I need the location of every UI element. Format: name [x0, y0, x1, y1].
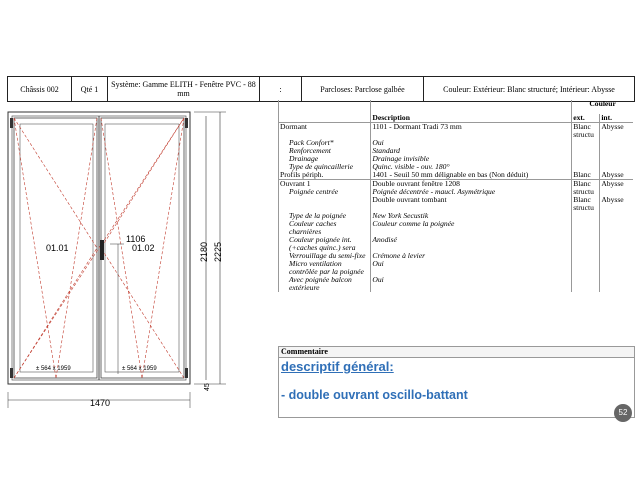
spec-row [279, 155, 634, 163]
spec-cell-int: Abysse [600, 180, 633, 189]
spec-cell-ext [572, 139, 600, 147]
spec-cell-desc: Standard [371, 147, 572, 155]
spec-cell-desc: Crémone à levier [371, 252, 572, 260]
spec-cell-int [600, 260, 633, 276]
spec-cell-label: Profils périph. [279, 171, 371, 180]
spec-cell-int [600, 188, 633, 196]
spec-cell-label [279, 196, 371, 212]
spec-cell-ext [572, 212, 600, 220]
spec-cell-int [600, 276, 633, 292]
spec-row [279, 147, 634, 155]
spec-cell-ext: Blanc [572, 171, 600, 180]
spec-cell-desc: Double ouvrant fenêtre 1208 [371, 180, 572, 189]
spec-cell-int [600, 155, 633, 163]
color-header: Couleur [572, 100, 633, 114]
spec-cell-desc: Oui [371, 139, 572, 147]
spec-cell-ext: Blanc structu [572, 123, 600, 140]
spec-cell-desc: 1401 - Seuil 50 mm délignable en bas (Non déduit) [371, 171, 572, 180]
spec-row [279, 188, 634, 196]
spec-row [279, 180, 634, 189]
page-badge[interactable]: 52 [614, 404, 632, 422]
hinge-icon [10, 368, 13, 378]
spec-row [279, 236, 634, 252]
chassis-cell: Châssis 002 [8, 77, 72, 101]
glazing-beads-cell: Parcloses: Parclose galbée [302, 77, 424, 101]
spec-cell-ext [572, 260, 600, 276]
spec-cell-ext [572, 276, 600, 292]
spec-cell-ext: structu [572, 188, 600, 196]
spec-cell-label: Poignée centrée [279, 188, 371, 196]
spec-row [279, 123, 634, 140]
spec-cell-int [600, 220, 633, 236]
spec-cell-label: Couleur caches charnières [279, 220, 371, 236]
spec-cell-int [600, 252, 633, 260]
spec-cell-int [600, 139, 633, 147]
comment-line-1: descriptif général: [281, 359, 394, 374]
ext-header: ext. [572, 114, 600, 123]
spec-cell-label: Verrouillage du semi-fixe [279, 252, 371, 260]
spec-cell-label: Couleur poignée int. (+caches quinc.) sera [279, 236, 371, 252]
window-drawing [0, 104, 270, 414]
spec-cell-label: Micro ventilation contrôlée par la poignée [279, 260, 371, 276]
spec-row [279, 212, 634, 220]
int-header: int. [600, 114, 633, 123]
comment-title: Commentaire [279, 347, 634, 358]
spec-cell-label: Avec poignée balcon extérieure [279, 276, 371, 292]
glass-left-label: ± 564 x 1959 [36, 366, 71, 372]
spec-cell-label: Type de la poignée [279, 212, 371, 220]
header-bar [7, 76, 635, 102]
spec-cell-int [600, 212, 633, 220]
spec-cell-int [600, 163, 633, 171]
system-cell: Système: Gamme ELITH - Fenêtre PVC - 88 mm [108, 77, 260, 101]
color-cell: Couleur: Extérieur: Blanc structuré; Intérieur: Abysse [443, 84, 615, 94]
height-inner-label: 2180 [199, 241, 209, 262]
spec-cell-int: Abysse [600, 123, 633, 140]
spec-cell-int [600, 236, 633, 252]
spec-cell-desc: Anodisé [371, 236, 572, 252]
spec-cell-ext [572, 163, 600, 171]
sill-height-label: 45 [204, 383, 211, 391]
width-label: 1470 [90, 398, 111, 408]
spec-cell-desc: Double ouvrant tombant [371, 196, 572, 212]
spec-cell-label: Ouvrant 1 [279, 180, 371, 189]
comment-line-2: - double ouvrant oscillo-battant [281, 388, 468, 402]
spec-row [279, 220, 634, 236]
spec-cell-int: Abysse [600, 171, 633, 180]
spec-cell-desc: Oui [371, 260, 572, 276]
spec-cell-desc: Poignée décentrée - maucl. Asymétrique [371, 188, 572, 196]
spec-cell-ext [572, 220, 600, 236]
spec-row [279, 171, 634, 180]
handle-icon [100, 240, 104, 260]
hinge-icon [185, 368, 188, 378]
spec-cell-ext [572, 236, 600, 252]
spec-row [279, 276, 634, 292]
spec-cell-desc: Oui [371, 276, 572, 292]
spec-row [279, 260, 634, 276]
glass-right-label: ± 564 x 1959 [122, 366, 157, 372]
spec-cell-ext [572, 252, 600, 260]
spec-cell-ext: Blanc [572, 180, 600, 189]
handle-height-label: 1106 [126, 234, 146, 244]
spec-row [279, 196, 634, 212]
description-header: Description [371, 114, 572, 123]
spec-cell-ext: Blanc structu [572, 196, 600, 212]
spec-cell-desc: Quinc. visible - ouv. 180° [371, 163, 572, 171]
height-total-label: 2225 [213, 241, 223, 262]
spec-row [279, 163, 634, 171]
spec-cell-label: Pack Confort* [279, 139, 371, 147]
spec-cell-desc: Drainage invisible [371, 155, 572, 163]
spec-cell-label: Renforcement [279, 147, 371, 155]
comment-box [278, 346, 635, 418]
separator-cell: : [260, 77, 302, 101]
spec-cell-ext [572, 147, 600, 155]
sash-left-label: 01.01 [46, 243, 69, 253]
hinge-icon [10, 118, 13, 128]
spec-table [278, 100, 633, 342]
spec-cell-int: Abysse [600, 196, 633, 212]
spec-cell-ext [572, 155, 600, 163]
qty-cell: Qté 1 [72, 77, 108, 101]
spec-cell-desc: New York Secustik [371, 212, 572, 220]
hinge-icon [185, 118, 188, 128]
spec-cell-label: Type de quincaillerie [279, 163, 371, 171]
spec-cell-desc: Couleur comme la poignée [371, 220, 572, 236]
spec-cell-desc: 1101 - Dormant Tradi 73 mm [371, 123, 572, 140]
spec-row [279, 139, 634, 147]
spec-cell-label: Drainage [279, 155, 371, 163]
spec-cell-int [600, 147, 633, 155]
spec-row [279, 252, 634, 260]
sash-right-label: 01.02 [132, 243, 155, 253]
spec-cell-label: Dormant [279, 123, 371, 140]
